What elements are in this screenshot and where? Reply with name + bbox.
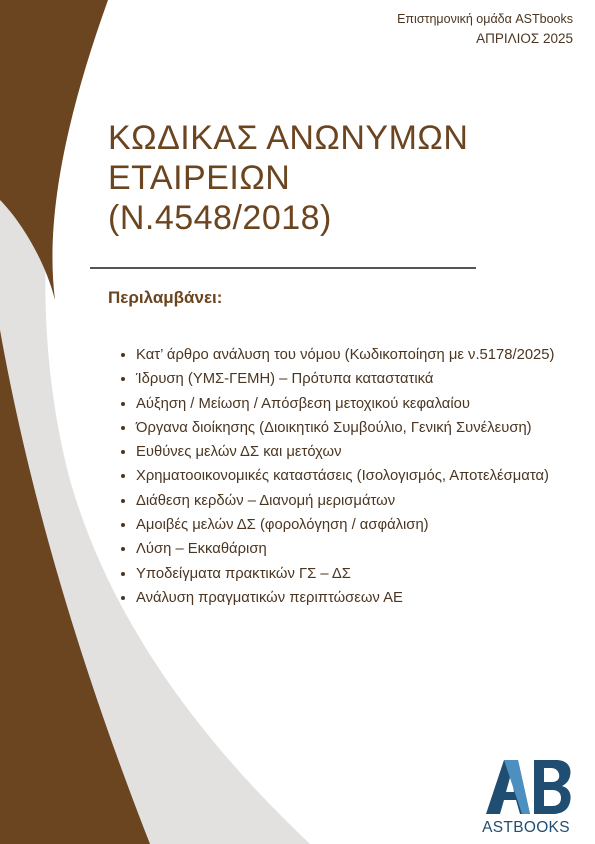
- list-item: • Χρηματοοικονομικές καταστάσεις (Ισολογισμός, Αποτελέσματα): [136, 464, 576, 488]
- header-info: [397, 10, 573, 48]
- title-line-3: (Ν.4548/2018): [108, 199, 332, 237]
- date-label: ΑΠΡΙΛΙΟΣ 2025: [476, 31, 573, 46]
- logo-text: ASTBOOKS: [482, 819, 570, 836]
- contents-heading: Περιλαμβάνει:: [108, 288, 223, 307]
- contents-list: [116, 343, 576, 610]
- list-item: • Ευθύνες μελών ΔΣ και μετόχων: [136, 440, 576, 464]
- logo-letter-b: [534, 760, 571, 814]
- list-item: • Λύση – Εκκαθάριση: [136, 537, 576, 561]
- list-item: • Ίδρυση (ΥΜΣ-ΓΕΜΗ) – Πρότυπα καταστατικά: [136, 367, 576, 391]
- list-item: • Όργανα διοίκησης (Διοικητικό Συμβούλιο, Γενική Συνέλευση): [136, 416, 576, 440]
- logo-letter-a-shadow: [504, 760, 530, 814]
- list-item: • Διάθεση κερδών – Διανομή μερισμάτων: [136, 489, 576, 513]
- list-item: • Υποδείγματα πρακτικών ΓΣ – ΔΣ: [136, 562, 576, 586]
- team-label: Επιστημονική ομάδα ASTbooks: [397, 12, 573, 26]
- list-item: • Αύξηση / Μείωση / Απόσβεση μετοχικού κεφαλαίου: [136, 392, 576, 416]
- title-line-2: ΕΤΑΙΡΕΙΩΝ: [108, 159, 291, 197]
- page-title: [108, 118, 468, 238]
- list-item: • Κατ’ άρθρο ανάλυση του νόμου (Κωδικοποίηση με ν.5178/2025): [136, 343, 576, 367]
- list-item: • Αμοιβές μελών ΔΣ (φορολόγηση / ασφάλιση): [136, 513, 576, 537]
- title-divider: [90, 267, 476, 269]
- list-item: • Ανάλυση πραγματικών περιπτώσεων ΑΕ: [136, 586, 576, 610]
- title-line-1: ΚΩΔΙΚΑΣ ΑΝΩΝΥΜΩΝ: [108, 119, 469, 157]
